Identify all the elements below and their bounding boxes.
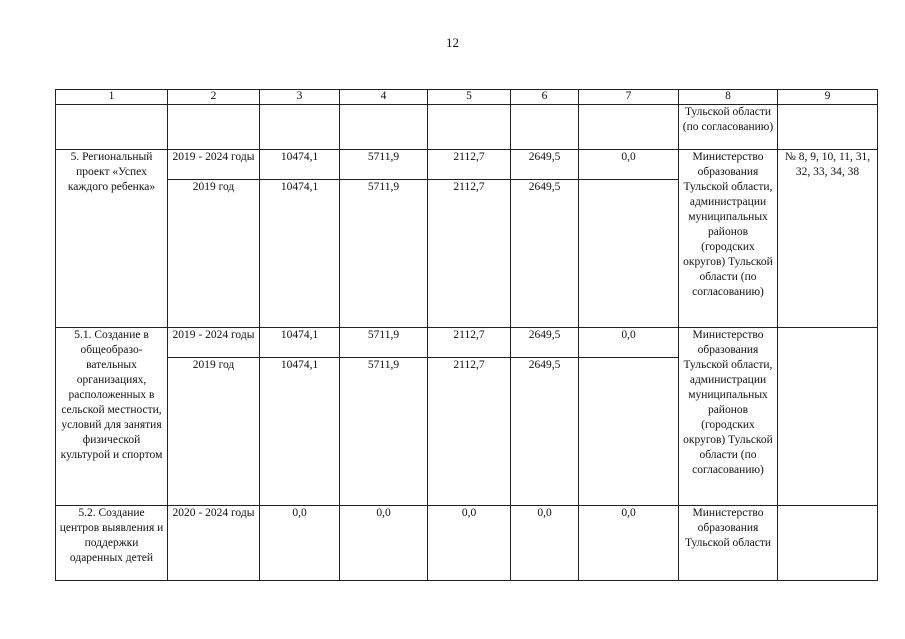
column-header: 7 (579, 90, 679, 105)
cell-indicators (778, 328, 878, 506)
column-header: 4 (340, 90, 428, 105)
cell-value: 0,0 (579, 506, 679, 581)
cell-indicators (778, 506, 878, 581)
cell-executor: Министерство образования Тульской области, администрации муниципальных районов (городских округов) Тульской области (по согласованию) (679, 328, 778, 506)
column-header: 2 (168, 90, 260, 105)
cell-executor: Тульской области (по согласованию) (679, 105, 778, 150)
cell-value: 2112,7 (428, 150, 511, 180)
cell-value: 0,0 (428, 506, 511, 581)
cell-value: 2112,7 (428, 180, 511, 328)
cell-value: 10474,1 (260, 328, 340, 358)
cell-period: 2019 год (168, 180, 260, 328)
cell-value: 2112,7 (428, 328, 511, 358)
cell-executor: Министерство образования Тульской области (679, 506, 778, 581)
table-row (56, 150, 878, 180)
cell-empty (579, 180, 679, 328)
cell-empty (579, 358, 679, 506)
cell-period: 2020 - 2024 годы (168, 506, 260, 581)
table-row-continuation (56, 105, 878, 150)
cell-empty (56, 105, 168, 150)
cell-period: 2019 - 2024 годы (168, 328, 260, 358)
page-number: 12 (446, 35, 459, 50)
cell-event-name: 5. Региональный проект «Успех каждого ребенка» (56, 150, 168, 328)
table-header-row (56, 90, 878, 105)
cell-empty (511, 105, 579, 150)
cell-value: 2649,5 (511, 180, 579, 328)
cell-value: 10474,1 (260, 150, 340, 180)
cell-value: 2649,5 (511, 150, 579, 180)
column-header: 1 (56, 90, 168, 105)
column-header: 6 (511, 90, 579, 105)
cell-indicators: № 8, 9, 10, 11, 31, 32, 33, 34, 38 (778, 150, 878, 328)
column-header: 5 (428, 90, 511, 105)
cell-value: 0,0 (579, 150, 679, 180)
cell-value: 5711,9 (340, 180, 428, 328)
cell-value: 5711,9 (340, 328, 428, 358)
budget-table (55, 89, 878, 581)
cell-value: 10474,1 (260, 180, 340, 328)
cell-value: 2649,5 (511, 358, 579, 506)
cell-value: 0,0 (340, 506, 428, 581)
cell-event-name: 5.1. Создание в общеобразо- вательных организациях, расположенных в сельской местности, условий для занятия физической культурой и спортом (56, 328, 168, 506)
cell-value: 10474,1 (260, 358, 340, 506)
cell-value: 2112,7 (428, 358, 511, 506)
cell-empty (579, 105, 679, 150)
cell-value: 0,0 (579, 328, 679, 358)
cell-empty (778, 105, 878, 150)
cell-value: 5711,9 (340, 150, 428, 180)
cell-executor: Министерство образования Тульской области, администрации муниципальных районов (городских округов) Тульской области (по согласованию) (679, 150, 778, 328)
cell-value: 5711,9 (340, 358, 428, 506)
table-row (56, 506, 878, 581)
column-header: 3 (260, 90, 340, 105)
cell-period: 2019 год (168, 358, 260, 506)
column-header: 9 (778, 90, 878, 105)
cell-value: 0,0 (260, 506, 340, 581)
column-header: 8 (679, 90, 778, 105)
cell-period: 2019 - 2024 годы (168, 150, 260, 180)
table-row (56, 328, 878, 358)
cell-empty (168, 105, 260, 150)
cell-value: 0,0 (511, 506, 579, 581)
cell-empty (428, 105, 511, 150)
cell-event-name: 5.2. Создание центров выявления и поддержки одаренных детей (56, 506, 168, 581)
cell-value: 2649,5 (511, 328, 579, 358)
cell-empty (340, 105, 428, 150)
cell-empty (260, 105, 340, 150)
